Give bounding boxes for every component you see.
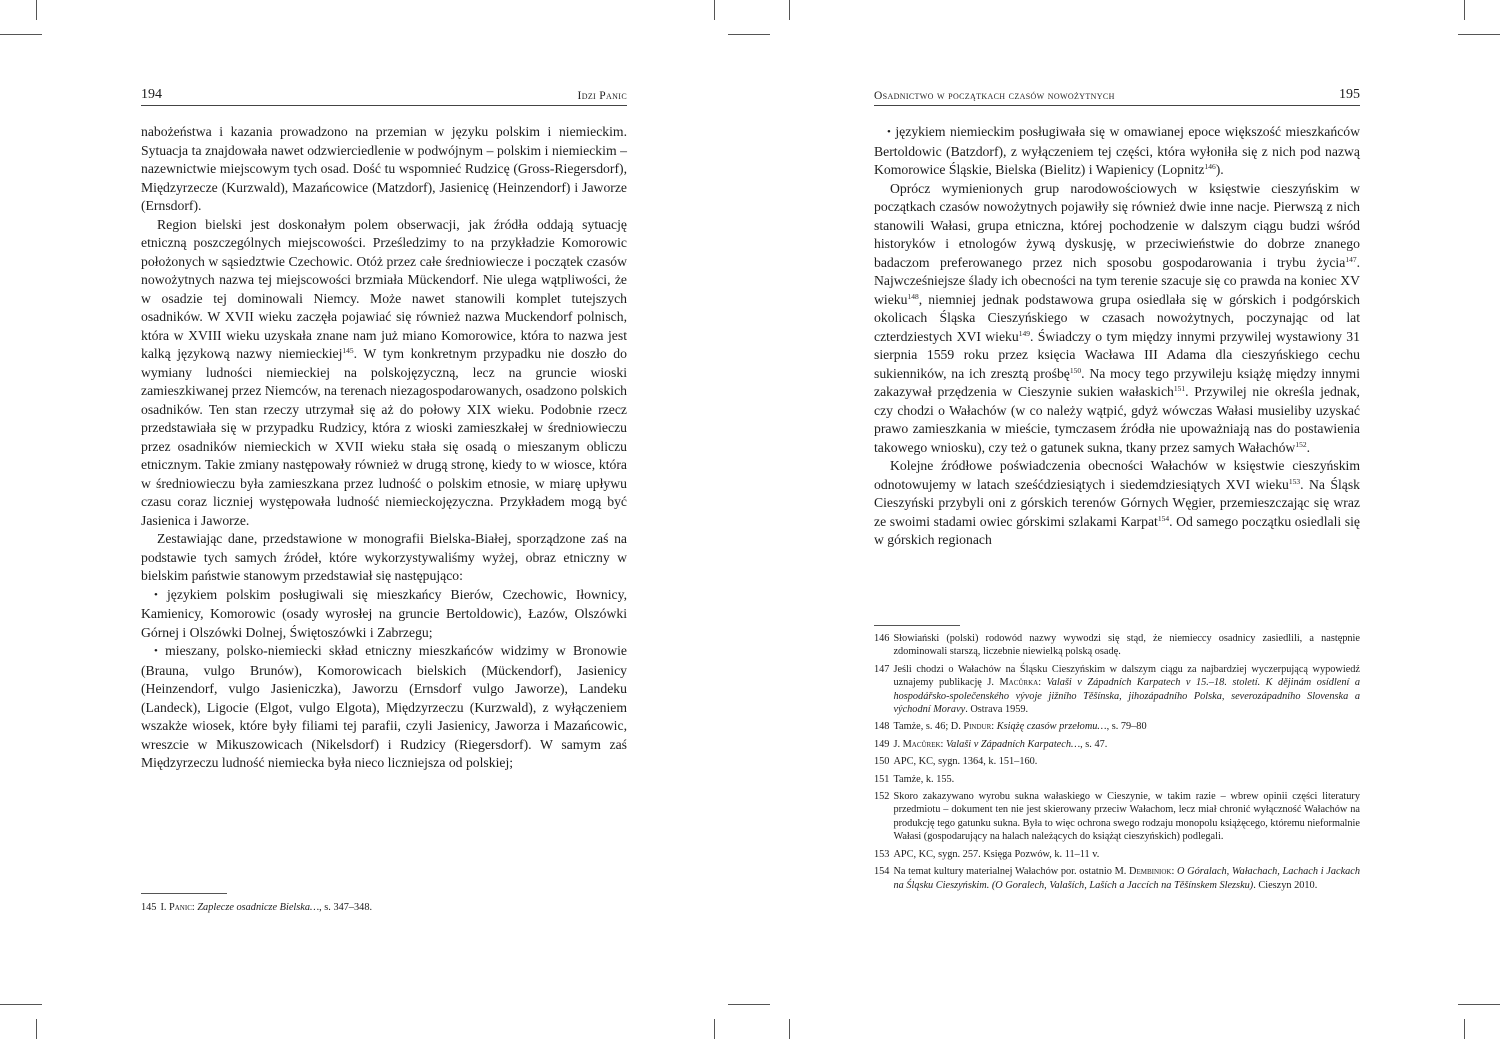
bullet-text: językiem niemieckim posługiwała się w omawianej epoce większość mieszkańców Bertoldowic (Batzdorf), z wyłączeniem tej części, która wyłoniła się z nich pod nazwą Komorowice Śląskie, Bielska (Bielitz) i Wapienicy (Lopnitz xyxy=(874,124,1360,177)
footnote-ref: 152 xyxy=(1295,439,1307,449)
footnote-text: , s. 47. xyxy=(1080,738,1108,750)
left-page xyxy=(141,85,627,773)
crop-mark xyxy=(714,1019,715,1039)
footnote-text: Skoro zakazywano wyrobu sukna wałaskiego w Cieszynie, w takim razie – wbrew opinii części literatury przedmiotu – dokument ten nie jest skierowany przeciw Wałachom, lecz miał chronić wyłączność Wałachów na produkcję tego gatunku sukna. Była to więc ochrona swego rodzaju monopolu książęcego, któremu nieformalnie Wałasi (gospodarujący na halach należących do książąt cieszyńskich) podlegali. xyxy=(893,791,1360,843)
footnote xyxy=(874,738,1360,751)
footnote-text: Tamże, s. 46; D. xyxy=(893,721,964,733)
footnote-text: : xyxy=(940,738,946,750)
footnote-title: Valaši v Západních Karpatech… xyxy=(945,738,1081,750)
crop-mark xyxy=(728,1004,770,1005)
crop-mark xyxy=(1464,1019,1465,1039)
bullet-text: językiem polskim posługiwali się mieszkańcy Bierów, Czechowic, Iłownicy, Kamienicy, Komorowic (osady wyrosłej na gruncie Bertoldowic), Łazów, Olszówki Górnej i Olszówki Dolnej, Świętoszówki i Zabrzegu; xyxy=(141,586,628,640)
footnote-ref: 154 xyxy=(1157,513,1170,523)
footnote-text: APC, KC, sygn. 257. Księga Pozwów, k. 11–11 v. xyxy=(893,848,1100,860)
bullet-item xyxy=(874,123,1360,180)
paragraph-text: . Na mocy tego przywileju książę między innymi zakazywał przędzenia w Cieszynie sukien wałaskich xyxy=(874,365,1360,399)
paragraph-text: . xyxy=(1306,439,1310,455)
footnote-number: 145 xyxy=(141,902,157,913)
paragraph-text: Zestawiając dane, przedstawione w monografii Bielska-Białej, sporządzone zaś na podstawie tych samych źródeł, które wykorzystywaliśmy wyżej, obraz etniczny w bielskim państwie stanowym przedstawiał się następująco: xyxy=(141,531,627,583)
page-number: 194 xyxy=(141,87,162,102)
paragraph xyxy=(141,530,627,586)
footnote-number: 154 xyxy=(874,866,890,878)
crop-mark xyxy=(1458,34,1500,35)
footnote-ref: 153 xyxy=(1288,476,1301,486)
paragraph xyxy=(874,457,1360,550)
footnote-number: 153 xyxy=(874,848,890,860)
footnotes xyxy=(874,632,1360,896)
footnote-text: APC, KC, sygn. 1364, k. 151–160. xyxy=(893,756,1038,768)
footnote-author: Macůrka xyxy=(999,677,1039,689)
footnote xyxy=(874,632,1360,659)
footnote-text: Jeśli chodzi o Wałachów na Śląsku Cieszyńskim w dalszym ciągu za najbardziej wyczerpującą wypowiedź uznajemy publikację J. xyxy=(893,663,1360,689)
crop-mark xyxy=(1458,1004,1500,1005)
crop-mark xyxy=(714,0,715,20)
footnote xyxy=(874,773,1360,786)
paragraph-text: . W tym konkretnym przypadku nie doszło do wymiany ludności niemieckiej na polskojęzyczną, lecz na gruncie wioski zamieszkiwanej przez Niemców, na terenach niezagospodarowanych, osadzono polskich osadników. Ten stan rzeczy utrzymał się aż do połowy XIX wieku. Podobnie rzecz przedstawiała się w przypadku Rudzicy, która z wioski zamieszkałej w średniowieczu przez osadników niemieckich w XVII wieku stała się osadą o mieszanym obliczu etnicznym. Takie zmiany następowały również w drugą stronę, kiedy to w wiosce, która w średniowieczu była zamieszkana przez ludność o polskim etnosie, w miarę upływu czasu coraz liczniej występowała ludność niemieckojęzyczna. Przykładem mogą być Jasienica i Jaworze. xyxy=(141,346,627,528)
footnote-text: Tamże, k. 155. xyxy=(893,773,955,785)
bullet-icon: • xyxy=(154,645,158,657)
footnote xyxy=(874,663,1360,717)
paragraph-text: . Świadczy o tym między innymi przywilej wystawiony 31 sierpnia 1559 roku przez księcia Wacława III Adama dla cieszyńskiego cechu sukienników, na ich zresztą prośbę xyxy=(874,328,1360,381)
paragraph-text: . Na Śląsk Cieszyński przybyli oni z górskich terenów Górnych Węgier, przemieszczając się wraz ze swoimi stadami owiec górskimi szlakami Karpat xyxy=(874,476,1360,529)
footnote-author: I. Panic xyxy=(160,902,192,913)
paragraph-text: Kolejne źródłowe poświadczenia obecności Wałachów w księstwie cieszyńskim odnotowujemy w latach sześćdziesiątych i siedemdziesiątych XVI wieku xyxy=(874,458,1360,492)
footnote-rule xyxy=(874,625,960,626)
footnote-number: 150 xyxy=(874,756,890,768)
footnote-text: Słowiański (polski) rodowód nazwy wywodzi się stąd, że niemieccy osadnicy zasiedlili, a następnie zdominowali starszą, liczebnie niewielką polską osadę. xyxy=(893,633,1360,658)
paragraph xyxy=(141,123,627,216)
running-head: Idzi Panic xyxy=(577,90,627,102)
footnote xyxy=(874,755,1360,768)
footnote-title: Zaplecze osadnicze Bielska… xyxy=(197,902,320,913)
footnote-title: Książę czasów przełomu… xyxy=(996,721,1107,733)
footnote-text: , s. 347–348. xyxy=(319,902,373,913)
paragraph-text: . Od samego początku osiedlali się w górskich regionach xyxy=(874,513,1360,547)
footnote-title: O Góralach, Wałachach, Lachach i Jackach na Śląsku Cieszyńskim. (O Goralech, Valaších, Laších a Jaccích na Těšínskem Slezsku) xyxy=(893,866,1361,891)
crop-mark xyxy=(728,34,770,35)
paragraph xyxy=(874,180,1360,458)
footnote xyxy=(874,865,1360,892)
paragraph-text: nabożeństwa i kazania prowadzono na przemian w języku polskim i niemieckim. Sytuacja ta znajdowała nawet odzwierciedlenie w podwójnym – polskim i niemieckim – nazewnictwie miejscowym tych osad. Dość tu wspomnieć Rudzicę (Gross-Riegersdorf), Międzyrzecze (Kurzwald), Mazańcowice (Matzdorf), Jasienicę (Heinzendorf) i Jaworze (Ernsdorf). xyxy=(141,124,627,213)
crop-mark xyxy=(1464,0,1465,20)
page-header xyxy=(141,85,627,106)
body-text xyxy=(874,123,1360,550)
footnote xyxy=(874,720,1360,733)
paragraph-text: , niemniej jednak podstawowa grupa osiedlała się w górskich i podgórskich okolicach Śląska Cieszyńskiego w czasach nowożytnych, poczynając od lat czterdziestych XVI wieku xyxy=(874,291,1360,344)
paragraph xyxy=(141,216,627,531)
footnote-number: 151 xyxy=(874,773,890,785)
footnote-text: : xyxy=(191,902,198,913)
paragraph-text: . Przywilej nie określa jednak, czy chodzi o Wałachów (w co należy wątpić, gdyż wówczas Wałasi musieliby uzyskać prawo zamieszkania w mieście, tymczasem źródła nie upoważniają nas do postawienia takowego wniosku), czy też o gatunek sukna, tkany przez samych Wałachów xyxy=(874,384,1360,455)
footnote-text: : xyxy=(991,721,997,733)
paragraph-text: . Najwcześniejsze ślady ich obecności na tym terenie szacuje się co prawda na koniec XV wieku xyxy=(874,254,1360,307)
footnote-number: 148 xyxy=(874,721,890,733)
footnote-ref: 146 xyxy=(1204,162,1216,171)
page-number: 195 xyxy=(1339,87,1360,102)
footnote-number: 152 xyxy=(874,791,890,803)
footnote-number: 147 xyxy=(874,663,890,675)
footnote xyxy=(874,790,1360,844)
footnote-title: Valaši v Západních Karpatech v 15.–18. století. K dějinám osídlení a hospodářsko-společenského vývoje jižního Těšínska, jihozápadního Polska, severozápadního Slovenska a východní Moravy xyxy=(893,677,1360,716)
crop-mark xyxy=(36,0,37,20)
crop-mark xyxy=(0,34,42,35)
running-head: Osadnictwo w początkach czasów nowożytnych xyxy=(874,90,1115,102)
bullet-text: mieszany, polsko-niemiecki skład etniczny mieszkańców widzimy w Bronowie (Brauna, vulgo Brunów), Komorowicach bielskich (Mückendorf), Jasienicy (Heinzendorf, vulgo Jasieniczka), Jaworzu (Ernsdorf vulgo Jaworze), Landeku (Landeck), Ligocie (Elgot, vulgo Elgota), Międzyrzeczu (Kurzwald), z wyłączeniem wszakże wiosek, które były filiami tej parafii, czyli Jasienicy, Jaworza i Mazańcowic, wreszcie w Mikuszowicach (Nikelsdorf) i Rudzicy (Riegersdorf). W samym zaś Międzyrzeczu ludność niemiecka była nieco liczniejsza od polskiej; xyxy=(141,643,627,770)
crop-mark xyxy=(789,1019,790,1039)
paragraph-text: Region bielski jest doskonałym polem obserwacji, jak źródła oddają sytuację etniczną poszczególnych miejscowości. Prześledzimy to na przykładzie Komorowic położonych w sąsiedztwie Czechowic. Otóż przez całe średniowiecze i początek czasów nowożytnych nazwa tej miejscowości brzmiała Mückendorf. Nie ulega wątpliwości, że w osadzie tej dominowali Niemcy. Może nawet stanowili komplet tutejszych osadników. W XVII wieku zaczęła pojawiać się również nazwa Muckendorf polnisch, która w XVIII wieku uzyskała znane nam już miano Komorowice, która to nazwa jest kalką językową nazwy niemieckiej xyxy=(141,216,627,361)
crop-mark xyxy=(789,0,790,20)
footnote-author: Macůrek xyxy=(902,738,941,750)
footnote-ref: 149 xyxy=(1018,328,1030,338)
footnote-number: 149 xyxy=(874,738,890,750)
footnote-number: 146 xyxy=(874,633,890,644)
footnotes xyxy=(141,901,627,918)
footnote-text: : xyxy=(1038,677,1047,689)
footnote-text: . Ostrava 1959. xyxy=(965,704,1029,716)
bullet-item xyxy=(141,642,627,773)
footnote-ref: 145 xyxy=(342,346,354,355)
bullet-text: ). xyxy=(1215,162,1224,177)
bullet-icon: • xyxy=(887,126,891,138)
crop-mark xyxy=(36,1019,37,1039)
bullet-item xyxy=(141,586,627,643)
footnote xyxy=(141,901,627,914)
footnote xyxy=(874,848,1360,861)
footnote-ref: 150 xyxy=(1069,365,1082,375)
page-header xyxy=(874,85,1360,106)
footnote-text: J. xyxy=(893,738,903,750)
footnote-author: Dembiniok xyxy=(1129,866,1172,878)
right-page xyxy=(874,85,1360,550)
body-text xyxy=(141,123,627,773)
footnote-text: , s. 79–80 xyxy=(1106,721,1147,733)
bullet-icon: • xyxy=(154,588,158,601)
crop-mark xyxy=(0,1004,42,1005)
footnote-text: . Cieszyn 2010. xyxy=(1253,879,1318,891)
footnote-ref: 151 xyxy=(1173,384,1186,393)
footnote-rule xyxy=(141,893,227,894)
footnote-ref: 148 xyxy=(907,291,919,301)
footnote-text: Na temat kultury materialnej Wałachów por. ostatnio M. xyxy=(893,866,1130,878)
footnote-text: : xyxy=(1171,866,1178,878)
footnote-ref: 147 xyxy=(1345,254,1357,264)
footnote-author: Pindur xyxy=(963,721,992,733)
paragraph-text: Oprócz wymienionych grup narodowościowych w księstwie cieszyńskim w początkach czasów nowożytnych pojawiły się również dwie inne nacje. Pierwszą z nich stanowili Wałasi, grupa etniczna, której pochodzenie w dalszym ciągu budzi wśród historyków i etnologów żywą dyskusję, w przeciwieństwie do dobrze znanego badaczom preferowanego przez nich sposobu gospodarowania i trybu życia xyxy=(874,180,1360,270)
